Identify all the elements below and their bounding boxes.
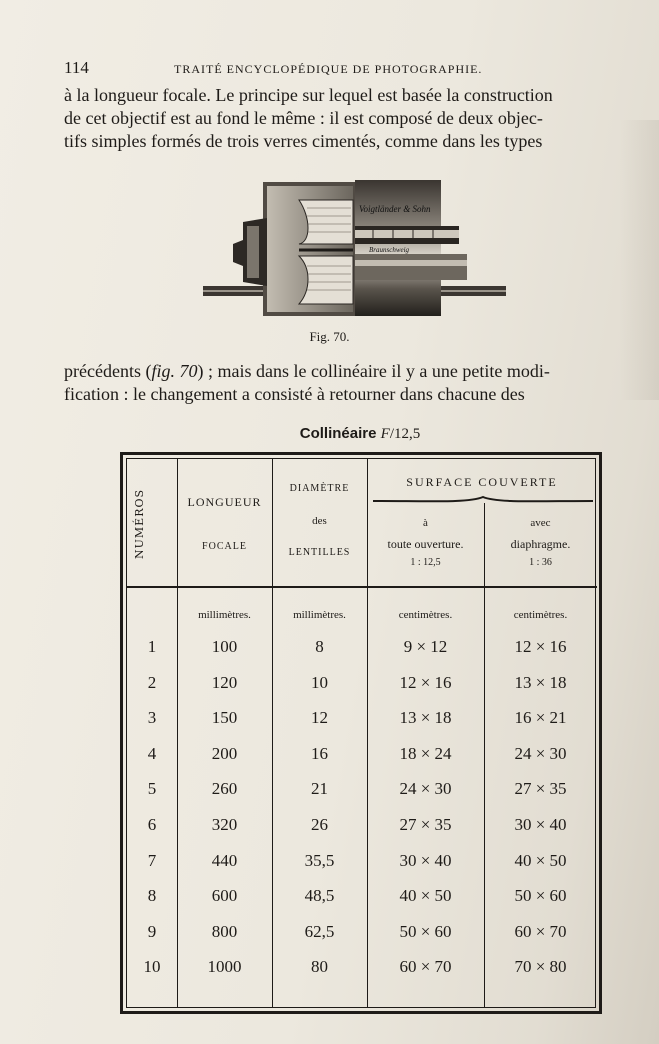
header-surface: SURFACE COUVERTE: [406, 475, 558, 489]
table-cell: 35,5: [304, 850, 335, 870]
table-title-ratio: /12,5: [389, 426, 421, 442]
table-cell: 50 × 60: [514, 886, 567, 906]
header-a: à: [423, 517, 428, 529]
table-title: [0, 425, 659, 443]
figure-caption: Fig. 70.: [309, 329, 350, 344]
unit-label: millimètres.: [293, 609, 346, 621]
header-des: des: [312, 515, 327, 527]
table-cell: 60 × 70: [399, 957, 452, 977]
table-cell: 48,5: [304, 886, 335, 906]
text-line: [64, 360, 636, 383]
text-fragment: précédents (: [64, 361, 152, 381]
row-number: 1: [147, 637, 157, 656]
figure-reference: fig. 70: [151, 361, 198, 381]
table-cell: 50 × 60: [399, 921, 452, 941]
table-cell: 60 × 70: [514, 921, 567, 941]
table-cell: 27 × 35: [399, 815, 452, 834]
row-number: 9: [147, 921, 157, 941]
lens-engraving: [203, 178, 509, 322]
unit-label: centimètres.: [513, 609, 568, 621]
row-number: 10: [143, 957, 161, 977]
header-longueur: LONGUEUR: [187, 495, 262, 509]
table-cell: 800: [211, 921, 238, 941]
table-cell: 12: [311, 708, 328, 728]
row-number: 8: [147, 886, 157, 906]
table-cell: 70 × 80: [514, 957, 567, 977]
header-focale: FOCALE: [202, 541, 247, 552]
page-shadow: [619, 120, 659, 400]
header-diaphragme: diaphragme.: [510, 537, 571, 551]
row-number: 4: [147, 743, 157, 763]
row-number: 2: [147, 672, 157, 692]
header-lentilles: LENTILLES: [288, 547, 351, 558]
table-cell: 26: [311, 815, 328, 834]
table-title-f: F: [380, 426, 390, 442]
table-cell: 24 × 30: [514, 743, 567, 763]
table-cell: 21: [311, 779, 328, 799]
row-number: 5: [147, 779, 157, 799]
header-diametre: DIAMÈTRE: [289, 483, 350, 494]
table-cell: 10: [311, 672, 328, 692]
table-cell: 40 × 50: [514, 850, 567, 870]
engraving-maker: Voigtländer & Sohn: [359, 204, 431, 214]
table-cell: 24 × 30: [399, 779, 452, 799]
table-cell: 9 × 12: [403, 637, 448, 656]
table-cell: 150: [211, 708, 238, 728]
table-cell: 16 × 21: [514, 708, 567, 728]
table-cell: 320: [211, 815, 238, 834]
unit-label: centimètres.: [398, 609, 453, 621]
table-cell: 40 × 50: [399, 886, 452, 906]
table-cell: 30 × 40: [514, 815, 567, 834]
header-avec: avec: [530, 517, 551, 529]
paragraph-top: [64, 84, 636, 153]
table-title-name: Collinéaire: [299, 425, 377, 442]
running-title: TRAITÉ ENCYCLOPÉDIQUE DE PHOTOGRAPHIE.: [174, 62, 483, 76]
lens-table: [120, 452, 602, 1014]
table-cell: 440: [211, 850, 238, 870]
table-cell: 120: [211, 672, 238, 692]
table-cell: 18 × 24: [399, 743, 452, 763]
header-ratio-12-5: 1 : 12,5: [410, 557, 441, 568]
text-line: fication : le changement a consisté à retourner dans chacune des: [64, 384, 525, 404]
table-cell: 80: [311, 957, 328, 977]
table-cell: 200: [211, 743, 238, 763]
text-fragment: ) ; mais dans le collinéaire il y a une petite modi-: [197, 361, 550, 381]
table-cell: 62,5: [304, 921, 335, 941]
table-cell: 13 × 18: [399, 708, 452, 728]
table-cell: 12 × 16: [399, 672, 452, 692]
table-cell: 13 × 18: [514, 672, 567, 692]
table-cell: 16: [311, 743, 328, 763]
row-number: 7: [147, 850, 157, 870]
unit-label: millimètres.: [198, 609, 251, 621]
row-number: 6: [147, 815, 157, 834]
page-number: 114: [64, 58, 89, 77]
table-cell: 260: [211, 779, 238, 799]
page-header: [64, 58, 624, 80]
header-toute-ouverture: toute ouverture.: [387, 537, 464, 551]
table-cell: 100: [211, 637, 238, 656]
engraving-city: Braunschweig: [369, 246, 410, 254]
paragraph-bottom: [64, 360, 636, 406]
text-line: de cet objectif est au fond le même : il est composé de deux objec-: [64, 108, 543, 128]
table-cell: 30 × 40: [399, 850, 452, 870]
table-cell: 1000: [207, 957, 242, 977]
surface-brace: [369, 495, 597, 507]
table-cell: 8: [315, 637, 324, 656]
table-cell: 12 × 16: [514, 637, 567, 656]
header-rule: [127, 586, 597, 588]
header-ratio-36: 1 : 36: [529, 557, 552, 568]
text-line: à la longueur focale. Le principe sur lequel est basée la construction: [64, 85, 553, 105]
table-cell: 600: [211, 886, 238, 906]
header-numeros: NUMÉROS: [133, 488, 146, 559]
row-number: 3: [147, 708, 157, 728]
table-inner: [126, 458, 596, 1008]
text-line: tifs simples formés de trois verres cimentés, comme dans les types: [64, 131, 543, 151]
table-cell: 27 × 35: [514, 779, 567, 799]
